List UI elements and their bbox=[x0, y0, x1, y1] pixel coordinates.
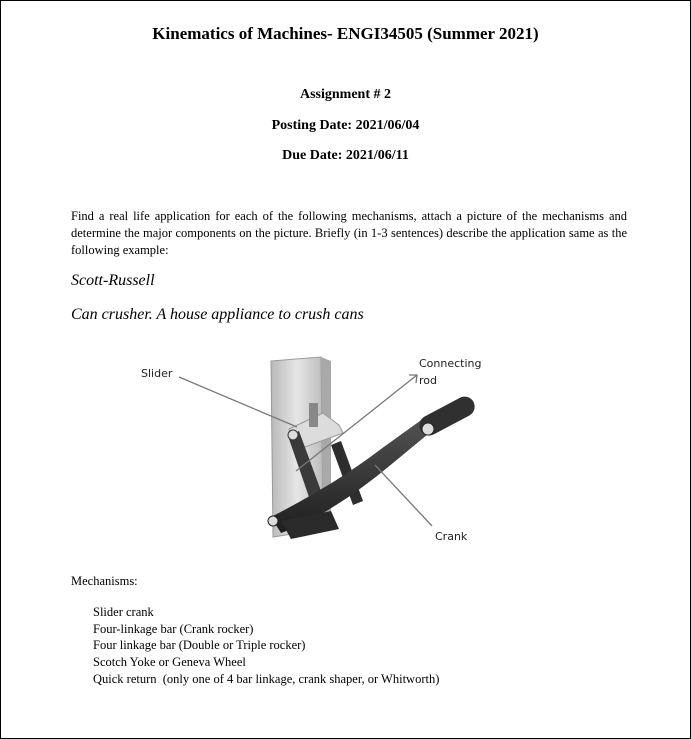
list-item: Scotch Yoke or Geneva Wheel bbox=[93, 655, 246, 670]
instructions-paragraph: Find a real life application for each of the following mechanisms, attach a picture of the mechanisms and determine the major components on the picture. Briefly (in 1-3 sentences) describe the application same as the following example: bbox=[71, 209, 627, 257]
assignment-number: Assignment # 2 bbox=[299, 87, 391, 102]
can-crusher-illustration bbox=[131, 351, 551, 551]
connecting-rod-label-line2: rod bbox=[419, 374, 437, 387]
example-mechanism-name: Scott-Russell bbox=[71, 272, 155, 289]
example-description: Can crusher. A house appliance to crush cans bbox=[71, 306, 364, 323]
posting-date: Posting Date: 2021/06/04 bbox=[271, 118, 420, 133]
due-date: Due Date: 2021/06/11 bbox=[282, 148, 409, 163]
can-crusher-figure bbox=[131, 351, 551, 551]
crank-label: Crank bbox=[435, 530, 468, 543]
list-item: Quick return (only one of 4 bar linkage, crank shaper, or Whitworth) bbox=[93, 671, 440, 686]
crank-callout-line bbox=[375, 465, 432, 526]
course-title: Kinematics of Machines- ENGI34505 (Summer 2021) bbox=[152, 24, 539, 43]
list-item: Four linkage bar (Double or Triple rocker) bbox=[93, 638, 306, 653]
list-item: Slider crank bbox=[93, 605, 154, 619]
list-item: Four-linkage bar (Crank rocker) bbox=[93, 621, 254, 636]
mechanisms-list bbox=[93, 604, 439, 688]
connecting-rod-label-line1: Connecting bbox=[419, 357, 482, 370]
mechanisms-heading: Mechanisms: bbox=[71, 574, 138, 588]
slider-label: Slider bbox=[141, 367, 173, 380]
